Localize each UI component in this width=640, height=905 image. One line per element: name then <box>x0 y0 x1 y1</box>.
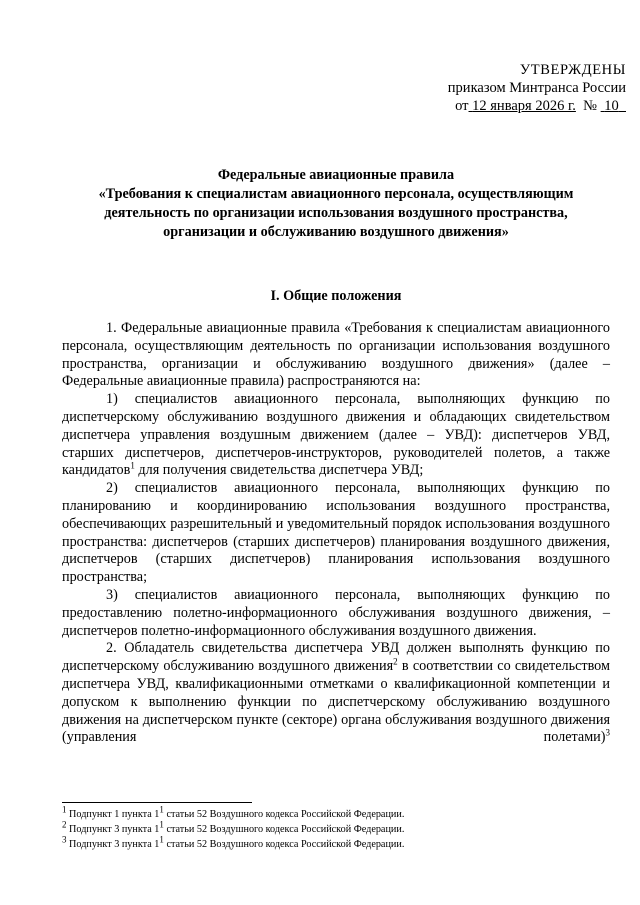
title-line-3: деятельность по организации использования воздушного пространства, <box>104 205 568 221</box>
date-prefix: от <box>455 98 469 114</box>
footnote-text: Подпункт 3 пункта 1 <box>66 839 160 850</box>
subparagraph-1-1-tail: для получения свидетельства диспетчера УВД; <box>134 462 424 479</box>
footnote-tail: статьи 52 Воздушного кодекса Российской Федерации. <box>163 824 405 835</box>
footnote-tail: статьи 52 Воздушного кодекса Российской Федерации. <box>163 839 405 850</box>
footnote-mark: 3 <box>62 834 67 845</box>
approval-date-line <box>426 97 626 115</box>
footnotes <box>62 804 610 852</box>
approval-block <box>426 61 626 115</box>
section-heading: I. Общие положения <box>270 288 402 304</box>
footnote-tail: статьи 52 Воздушного кодекса Российской Федерации. <box>163 809 405 820</box>
footnote-sup: 1 <box>159 804 164 815</box>
document-body <box>62 320 610 747</box>
number-prefix: № <box>583 98 597 114</box>
footnote-mark: 1 <box>62 804 67 815</box>
title-line-2: «Требования к специалистам авиационного персонала, осуществляющим <box>98 186 574 202</box>
footnote-sup: 1 <box>159 819 164 830</box>
subparagraph-1-1-text: 1) специалистов авиационного персонала, выполняющих функцию по диспетчерскому обслуживанию воздушного движения и обладающих свидетельством диспетчера управления воздушным движением (далее – УВД): диспетчеров УВД, старших диспетчеров, диспетчеров-инструкторов, руководителей полетов, а также кандидатов <box>62 391 610 479</box>
paragraph-2-tail: в соответствии со свидетельством диспетчера УВД, квалификационными отметками о квалификационной компетенции и допуском к выполнению функции по диспетчерскому обслуживанию воздушного движения на диспетчерском пункте (секторе) органа обслуживания воздушного движения (управления полетами) <box>62 658 610 746</box>
subparagraph-1-1 <box>62 391 610 480</box>
approval-order: приказом Минтранса России <box>447 80 626 96</box>
document-title <box>62 166 610 242</box>
paragraph-1: 1. Федеральные авиационные правила «Требования к специалистам авиационного персонала, осуществляющим деятельность по организации использования воздушного пространства, организации и обслуживанию воздушного движения» (далее – Федеральные авиационные правила) распространяются на: <box>62 320 610 390</box>
footnote-ref-2: 2 <box>393 656 398 667</box>
footnote-3 <box>62 834 610 852</box>
paragraph-2-text: 2. Обладатель свидетельства диспетчера УВД должен выполнять функцию по диспетчерскому обслуживанию воздушного движения <box>62 640 610 675</box>
footnote-1 <box>62 804 610 822</box>
order-date: 12 января 2026 г. <box>472 98 576 114</box>
order-number: 10 <box>604 98 619 114</box>
footnote-sup: 1 <box>159 834 164 845</box>
footnote-text: Подпункт 1 пункта 1 <box>66 809 160 820</box>
title-line-1: Федеральные авиационные правила <box>217 167 455 183</box>
paragraph-2 <box>62 640 610 747</box>
footnote-ref-3: 3 <box>605 727 610 738</box>
subparagraph-1-3: 3) специалистов авиационного персонала, выполняющих функцию по предоставлению полетно-информационного обслуживания воздушного движения, – диспетчеров полетно-информационного обслуживания воздушного движения. <box>62 586 610 639</box>
approval-stamp: УТВЕРЖДЕНЫ <box>519 62 626 78</box>
footnote-mark: 2 <box>62 819 67 830</box>
title-line-4: организации и обслуживанию воздушного движения» <box>163 224 509 240</box>
footnote-ref-1: 1 <box>130 460 135 471</box>
footnote-separator <box>62 802 252 803</box>
footnote-2 <box>62 819 610 837</box>
subparagraph-1-2: 2) специалистов авиационного персонала, выполняющих функцию по планированию и координированию использования воздушного пространства, обеспечивающих разрешительный и уведомительный порядок использования воздушного пространства: диспетчеров (старших диспетчеров) планирования воздушного движения, диспетчеров (старших диспетчеров) планирования использования воздушного пространства; <box>62 480 610 586</box>
footnote-text: Подпункт 3 пункта 1 <box>66 824 160 835</box>
